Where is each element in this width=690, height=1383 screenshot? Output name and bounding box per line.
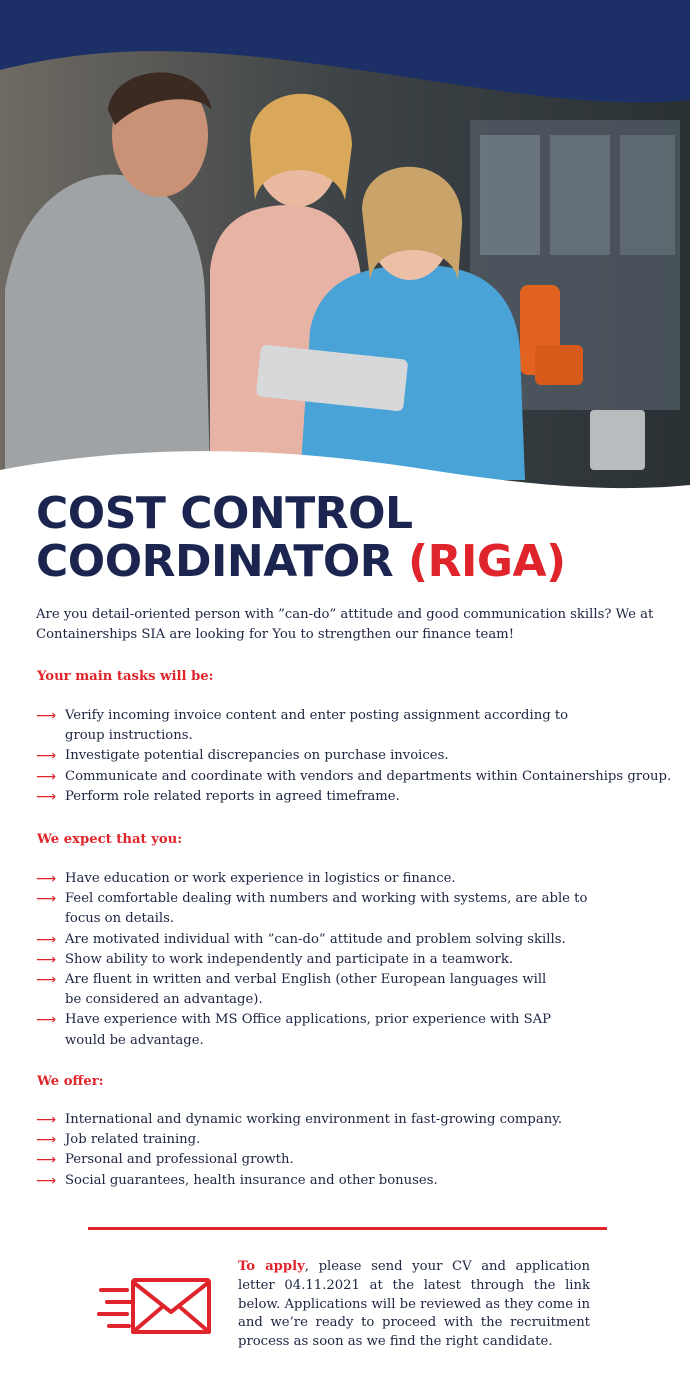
arrow-right-icon: ⟶ <box>36 1132 57 1149</box>
list-item: ⟶ Have education or work experience in logistics or finance. <box>36 869 676 889</box>
arrow-right-icon: ⟶ <box>36 891 57 908</box>
apply-body: , please send your CV and application letter 04.11.2021 at the latest through the link below. Applications will be reviewed as they come in and we’re ready to proceed with the recruitment process as soon as we find the right candidate. <box>238 1259 590 1350</box>
section-divider <box>88 1227 607 1230</box>
list-item: ⟶ Are motivated individual with ”can-do” attitude and problem solving skills. <box>36 930 676 950</box>
offer-list <box>36 1110 676 1191</box>
arrow-right-icon: ⟶ <box>36 788 57 805</box>
intro-paragraph: Are you detail-oriented person with ”can-do” attitude and good communication skills? We at Containerships SIA are looking for You to strengthen our finance team! <box>36 607 654 642</box>
arrow-right-icon: ⟶ <box>36 931 57 948</box>
apply-instructions <box>238 1258 590 1352</box>
job-title-line2: COORDINATOR <box>36 536 394 587</box>
arrow-right-icon: ⟶ <box>36 1012 57 1029</box>
arrow-right-icon: ⟶ <box>36 768 57 785</box>
arrow-right-icon: ⟶ <box>36 708 57 724</box>
arrow-right-icon: ⟶ <box>36 951 57 968</box>
job-title-line1: COST CONTROL <box>36 488 413 539</box>
list-item: ⟶ Job related training. <box>36 1130 676 1150</box>
apply-lead: To apply <box>238 1259 305 1274</box>
hero-illustration <box>0 0 690 490</box>
tasks-list <box>36 706 676 807</box>
list-item: ⟶ Perform role related reports in agreed timeframe. <box>36 787 676 807</box>
arrow-right-icon: ⟶ <box>36 1172 57 1189</box>
job-title-location: (RIGA) <box>407 536 566 587</box>
list-item: ⟶ Feel comfortable dealing with numbers and working with systems, are able to focus on details. <box>36 891 588 927</box>
expectations-list <box>36 869 676 1051</box>
arrow-right-icon: ⟶ <box>36 1152 57 1169</box>
list-item: ⟶ Verify incoming invoice content and enter posting assignment according to group instructions. <box>36 708 569 744</box>
arrow-right-icon: ⟶ <box>36 748 57 765</box>
job-title <box>36 490 566 586</box>
list-item: ⟶ Investigate potential discrepancies on purchase invoices. <box>36 746 676 766</box>
list-item: ⟶ Personal and professional growth. <box>36 1150 676 1170</box>
arrow-right-icon: ⟶ <box>36 1112 57 1128</box>
list-item: ⟶ Communicate and coordinate with vendors and departments within Containerships group. <box>36 767 676 787</box>
hero-photo <box>0 0 690 490</box>
arrow-right-icon: ⟶ <box>36 972 57 989</box>
list-item: ⟶ Have experience with MS Office applications, prior experience with SAP would be advantage. <box>36 1012 552 1048</box>
section-heading-offer: We offer: <box>37 1074 104 1089</box>
section-heading-tasks: Your main tasks will be: <box>37 669 214 684</box>
arrow-right-icon: ⟶ <box>36 871 57 887</box>
list-item: ⟶ Are fluent in written and verbal English (other European languages will be considered an advantage). <box>36 972 547 1008</box>
envelope-icon <box>97 1276 215 1338</box>
list-item: ⟶ Social guarantees, health insurance and other bonuses. <box>36 1171 676 1191</box>
section-heading-expectations: We expect that you: <box>37 832 183 847</box>
list-item: ⟶ Show ability to work independently and participate in a teamwork. <box>36 950 676 970</box>
list-item: ⟶ International and dynamic working environment in fast-growing company. <box>36 1110 676 1130</box>
